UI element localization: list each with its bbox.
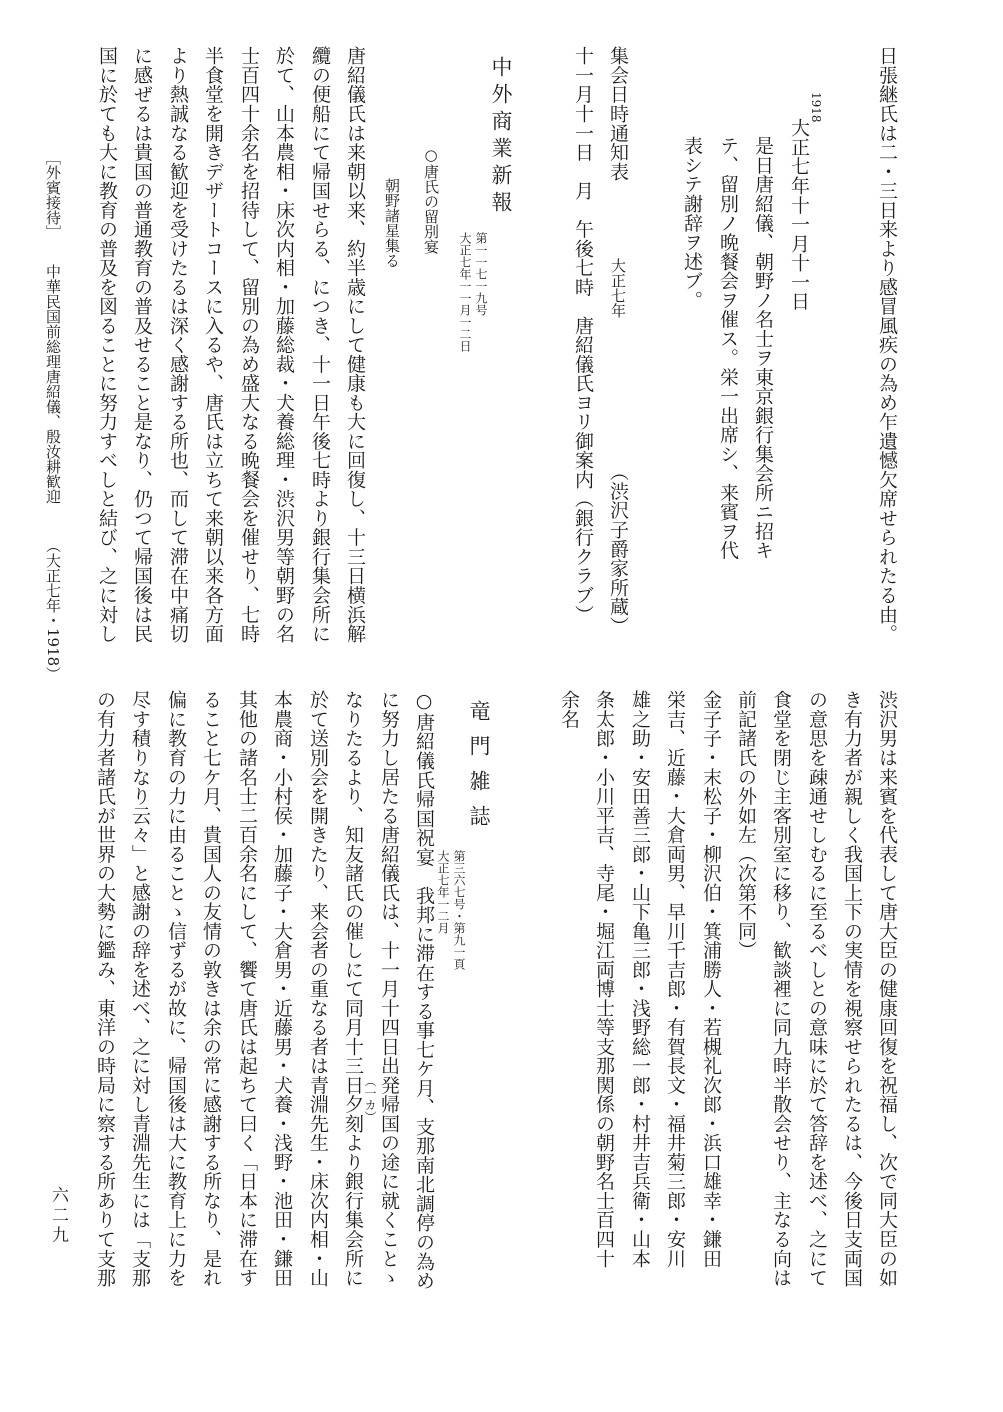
text-line: 是日唐紹儀、朝野ノ名士ヲ東京銀行集会所ニ招キ [752,136,774,560]
text-line: 雄之助・安田善三郎・山下亀三郎・浅野総一郎・村井吉兵衛・山本 [629,690,651,1268]
page-number: 六二九 [48,1186,68,1246]
magazine-meta: 第三六七号・第九一頁 [452,850,466,970]
text-line: の意思を疎通せしむるに至るべしとの意味に於て答辞を述べ、之にて [806,690,828,1288]
text-line: 前記諸氏の外如左（次第不同） [735,690,757,960]
notice-entry: 十一月十一日 月 午後七時 唐紹儀氏ヨリ御案内（銀行クラブ） [572,46,594,624]
article-line: の有力者諸氏が世界の大勢に鑑み、東洋の時局に察する所ありて支那 [94,690,116,1288]
annotation: （一カ） [363,1075,377,1123]
magazine-title: 竜門雑誌 [467,700,491,840]
text-line: 表シテ謝辞ヲ述ブ。 [681,136,703,310]
text-line: 栄吉、近藤・大倉両男、早川千吉郎・有賀長文・福井菊三郎・安川 [664,690,686,1268]
article-line: 纜の便船にて帰国せらる、につき、十一日午後七時より銀行集会所に [309,46,331,644]
newspaper-meta: 大正七年一一月一二日 [458,232,472,352]
article-line: 其他の諸名士二百余名にして、饗て唐氏は起ちて曰く「日本に滞在す [236,690,258,1288]
text-line: テ、留別ノ晩餐会ヲ催ス。栄一出席シ、来賓ヲ代 [717,136,739,560]
article-line: ○唐紹儀氏帰国祝宴 我邦に滞在する事七ケ月、支那南北調停の為め [413,690,435,1291]
article-line: 偏に教育の力に由ることゝ信ずるが故に、帰国後は大に教育上に力を [165,690,187,1288]
text-line: 渋沢男は来賓を代表して唐大臣の健康回復を祝福し、次で同大臣の如 [876,690,898,1288]
article-line: 半食堂を開きデザートコースに入るや、唐氏は立ちて来朝以来各方面 [202,46,224,644]
text-line: 食堂を閉じ主客別室に移り、歓談裡に同九時半散会せり、主なる向は [770,690,792,1288]
article-line: 本農商・小村侯・加藤子・大倉男・近藤男・犬養・浅野・池田・鎌田 [271,690,293,1288]
article-line: 於て送別会を開きたり、来会者の重なる者は青淵先生・床次内相・山 [307,690,329,1288]
article-heading: ○唐氏の留別宴 [422,146,440,254]
article-line: ること七ケ月、貴国人の友情の敦きは余の常に感謝する所なり、是れ [200,690,222,1288]
article-line: 唐紹儀氏は来朝以来、約半歳にして健康も大に回復し、十三日横浜解 [344,46,366,644]
text-line: 金子子・末松子・柳沢伯・箕浦勝人・若槻礼次郎・浜口雄幸・鎌田 [700,690,722,1268]
text-line: 条太郎・小川平吉、寺尾・堀江両博士等支那関係の朝野名士百四十 [593,690,615,1268]
entry-date-heading: 大正七年十一月十一日 [788,118,810,311]
newspaper-meta: 第一一七一九号 [474,232,488,316]
article-line: なりたるより、知友諸氏の催しにて同月十三日夕刻より銀行集会所に [342,690,364,1288]
article-line: に感ぜるは貴国の普通教育の普及せること是なり、仍つて帰国後は民 [131,46,153,644]
text-line: 日張継氏は二・三日来より感冒風疾の為め乍遺憾欠席せられたる由。 [876,46,898,644]
text-line: き有力者が親しく我国上下の実情を視察せられたるは、今後日支両国 [841,690,863,1288]
article-line: より熱誠なる歓迎を受けたるは深く感謝する所也、而して滞在中痛切 [167,46,189,644]
article-line: 於て、山本農相・床次内相・加藤総裁・犬養総理・渋沢男等朝野の名 [273,46,295,644]
footer-category: ［外賓接待］ [44,150,62,240]
newspaper-title: 中外商業新報 [489,56,513,218]
notice-source: （渋沢子爵家所蔵） [607,462,629,636]
footer-title: 中華民国前総理唐紹儀、殷汝耕歓迎 [44,264,62,504]
article-line: 士百四十余名を招待して、留別の為め盛大なる晩餐会を催せり、七時 [238,46,260,644]
footer-date: （大正七年・1918） [44,538,62,682]
article-line: 国に於ても大に教育の普及を図ることに努力すべしと結び、之に対し [96,46,118,644]
magazine-meta: 大正七年一二月 [436,850,450,934]
year-annotation: 1918 [809,92,823,123]
notice-meta: 大正七年 [609,258,627,318]
article-line: 尽す積りなり云々」と感謝の辞を述べ、之に対し青淵先生には「支那 [129,690,151,1288]
article-line: に努力し居たる唐紹儀氏は、十一月十四日出発帰国の途に就くことゝ [378,690,400,1288]
article-subheading: 朝野諸星集る [383,178,401,268]
text-line: 余名 [558,690,580,729]
notice-title: 集会日時通知表 [607,46,629,181]
